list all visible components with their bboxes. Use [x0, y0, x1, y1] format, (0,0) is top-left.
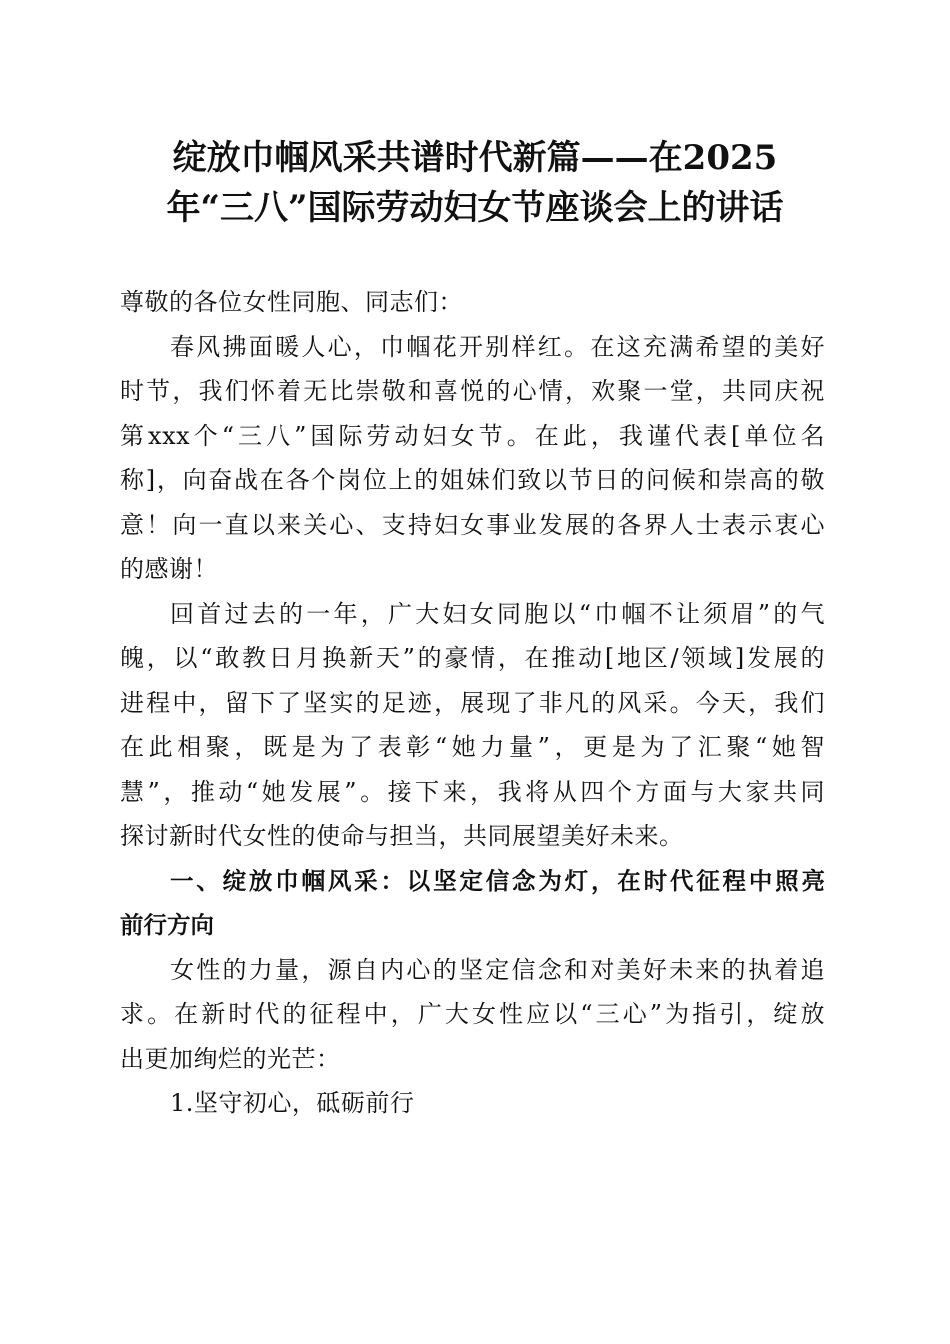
title-line-2: 年“三八”国际劳动妇女节座谈会上的讲话	[166, 188, 784, 228]
paragraph-line: 回首过去的一年，广大妇女同胞以“巾帼不让须眉”的气	[170, 599, 825, 628]
paragraph-line: 称]，向奋战在各个岗位上的姐妹们致以节日的问候和崇高的敬	[120, 466, 825, 494]
section-heading-line: 一、绽放巾帼风采：以坚定信念为灯，在时代征程中照亮	[170, 866, 825, 895]
subheading-text: 1.坚守初心，砥砺前行	[170, 1089, 415, 1117]
section-heading-1	[120, 859, 825, 948]
paragraph-line: 探讨新时代女性的使命与担当，共同展望美好未来。	[120, 822, 684, 850]
paragraph-1	[120, 325, 825, 592]
salutation	[120, 280, 825, 325]
document-body	[120, 280, 825, 1126]
subheading-1	[120, 1081, 825, 1126]
paragraph-line: 时节，我们怀着无比崇敬和喜悦的心情，欢聚一堂，共同庆祝	[120, 377, 825, 405]
document-title	[100, 133, 850, 233]
section-paragraph	[120, 948, 825, 1082]
paragraph-line: 慧”，推动“她发展”。接下来，我将从四个方面与大家共同	[120, 777, 825, 806]
paragraph-line: 出更加绚烂的光芒：	[120, 1044, 341, 1073]
section-heading-line: 前行方向	[120, 911, 214, 939]
paragraph-line: 女性的力量，源自内心的坚定信念和对美好未来的执着追	[170, 955, 825, 984]
paragraph-2	[120, 592, 825, 859]
paragraph-line: 进程中，留下了坚实的足迹，展现了非凡的风采。今天，我们	[120, 688, 825, 717]
paragraph-line: 的感谢！	[120, 555, 218, 583]
paragraph-line: 求。在新时代的征程中，广大女性应以“三心”为指引，绽放	[120, 1000, 825, 1028]
paragraph-line: 在此相聚，既是为了表彰“她力量”，更是为了汇聚“她智	[120, 733, 825, 761]
salutation-text: 尊敬的各位女性同胞、同志们：	[120, 288, 463, 316]
paragraph-line: 意！向一直以来关心、支持妇女事业发展的各界人士表示衷心	[120, 510, 825, 539]
paragraph-line: 魄，以“敢教日月换新天”的豪情，在推动[地区/领域]发展的	[120, 644, 825, 672]
paragraph-line: 春风拂面暖人心，巾帼花开别样红。在这充满希望的美好	[170, 332, 825, 361]
paragraph-line: 第xxx个“三八”国际劳动妇女节。在此，我谨代表[单位名	[120, 421, 825, 450]
title-line-1: 绽放巾帼风采共谱时代新篇——在2025	[172, 138, 778, 178]
